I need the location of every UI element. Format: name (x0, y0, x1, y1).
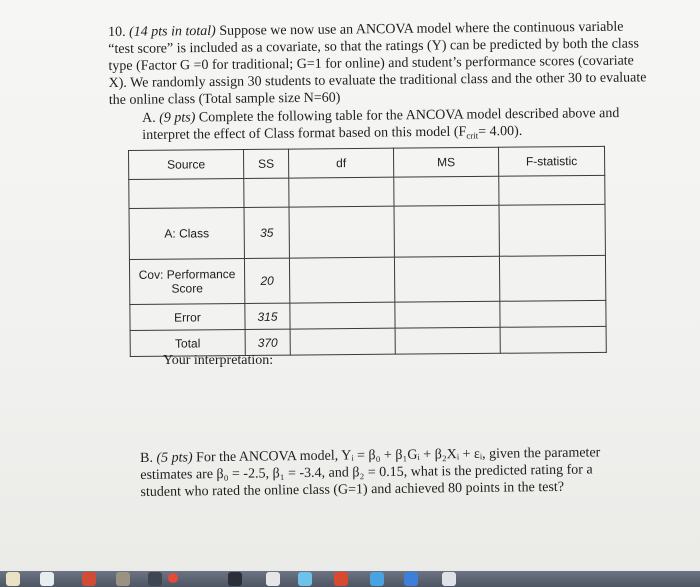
app-icon[interactable] (404, 572, 418, 586)
part-a-label: A. (142, 110, 156, 126)
app-icon[interactable] (148, 572, 162, 586)
app-icon[interactable] (370, 572, 384, 586)
row-source: A: Class (129, 207, 244, 259)
row-ss: 20 (244, 258, 289, 303)
part-b-text: For the ANCOVA model, Yᵢ = β₀ + β₁Gᵢ + β₂Xᵢ + εᵢ, given the parameter estimates are β₀ = -2.5, β₁ = -3.4, and β₂ = 0.15, what is the predicted rating for a student who rated the online class (G=1) and achieved 80 points in the test? (140, 445, 601, 500)
app-icon[interactable] (266, 572, 280, 586)
row-ss: 370 (245, 329, 290, 355)
row-source: Total (130, 329, 245, 356)
table-row-covariate (129, 255, 605, 304)
table-cell (289, 177, 394, 207)
ancova-table (128, 146, 607, 357)
table-cell (129, 178, 244, 208)
app-icon[interactable] (334, 572, 348, 586)
f-cell (500, 300, 606, 327)
part-b (140, 444, 621, 501)
header-df: df (288, 148, 393, 178)
part-a-points: (9 pts) (159, 110, 196, 126)
table-header-row (129, 146, 605, 179)
taskbar-dock (0, 571, 700, 587)
header-ss: SS (243, 149, 288, 178)
app-icon[interactable] (442, 572, 456, 586)
app-icon[interactable] (116, 572, 130, 586)
ms-cell (395, 301, 500, 328)
table-cell (499, 175, 605, 205)
notification-badge-icon (168, 573, 178, 583)
interpretation-label: Your interpretation: (163, 353, 274, 368)
ms-cell (395, 327, 500, 354)
df-cell (289, 206, 394, 258)
ms-cell (394, 256, 499, 302)
table-row-total (130, 326, 606, 356)
row-source: Error (130, 303, 245, 330)
table-row-class (129, 204, 605, 259)
header-ms: MS (393, 147, 498, 177)
df-cell (289, 257, 394, 303)
f-cell (499, 255, 605, 301)
question-points: (14 pts in total) (129, 23, 216, 40)
part-b-points: (5 pts) (156, 450, 193, 466)
app-icon[interactable] (298, 572, 312, 586)
question-10-intro (108, 18, 649, 109)
header-source: Source (129, 149, 244, 179)
part-b-label: B. (140, 450, 154, 466)
df-cell (290, 302, 395, 329)
table-cell (244, 178, 289, 207)
fcrit-value: = 4.00). (478, 124, 523, 140)
app-icon[interactable] (40, 572, 54, 586)
header-f-statistic: F-statistic (498, 146, 604, 176)
df-cell (290, 328, 395, 355)
fcrit-subscript: crit (466, 130, 479, 141)
calendar-icon[interactable] (82, 572, 96, 586)
part-a (142, 105, 642, 148)
f-cell (499, 204, 605, 256)
app-icon[interactable] (6, 572, 20, 586)
ms-cell (394, 205, 499, 257)
app-icon[interactable] (228, 572, 242, 586)
table-cell (394, 176, 499, 206)
part-a-text: Complete the following table for the ANCOVA model described above and interpret the effect of Class format based on this model (F (142, 106, 620, 143)
f-cell (500, 326, 606, 353)
question-text: Suppose we now use an ANCOVA model where the continuous variable “test score” is included as a covariate, so that the ratings (Y) can be predicted by both the class type (Factor G =0 for traditional; G=1 for online) and student’s performance scores (covariate X). We randomly assign 30 students to evaluate the traditional class and the other 30 to evaluate the online class (Total sample size N=60) (108, 19, 647, 108)
table-row-blank (129, 175, 605, 208)
row-ss: 35 (244, 207, 289, 258)
row-source: Cov: Performance Score (129, 258, 244, 304)
question-number: 10. (108, 24, 126, 40)
row-ss: 315 (245, 303, 290, 329)
